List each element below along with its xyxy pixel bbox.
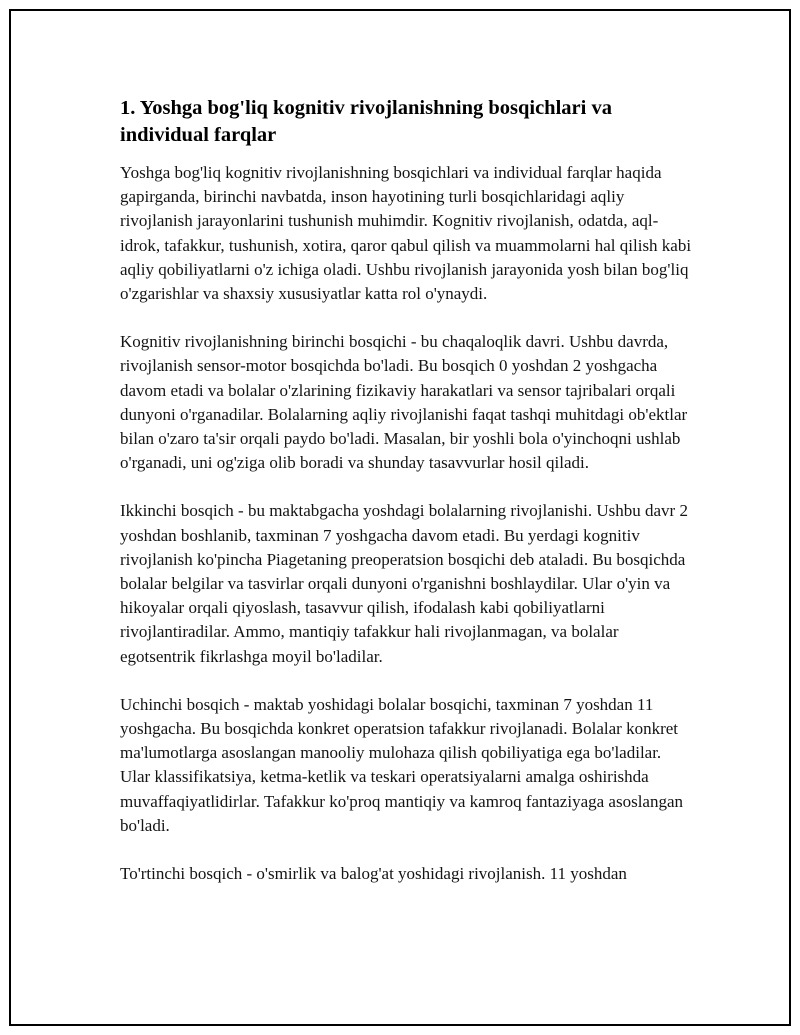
paragraph-stage-4: To'rtinchi bosqich - o'smirlik va balog'at yoshidagi rivojlanish. 11 yoshdan: [120, 864, 627, 884]
document-body: [120, 95, 695, 910]
paragraph-stage-2: Ikkinchi bosqich - bu maktabgacha yoshdagi bolalarning rivojlanishi. Ushbu davr 2 yoshdan boshlanib, taxminan 7 yoshgacha davom etadi. Bu yerdagi kognitiv rivojlanish ko'pincha Piagetaning preoperatsion bosqichi deb ataladi. Bu bosqichda bolalar belgilar va tasvirlar orqali dunyoni o'rganishni boshlaydilar. Ular o'yin va hikoyalar orqali qiyoslash, tasavvur qilish, ifodalash kabi qobiliyatlarni rivojlantiradilar. Ammo, mantiqiy tafakkur hali rivojlanmagan, va bolalar egotsentrik fikrlashga moyil bo'ladilar.: [120, 501, 688, 666]
paragraph-intro: Yoshga bog'liq kognitiv rivojlanishning bosqichlari va individual farqlar haqida gapirganda, birinchi navbatda, inson hayotining turli bosqichlaridagi aqliy rivojlanish jarayonlarini tushunish muhimdir. Kognitiv rivojlanish, odatda, aql-idrok, tafakkur, tushunish, xotira, qaror qabul qilish va muammolarni hal qilish kabi aqliy qobiliyatlarni o'z ichiga oladi. Ushbu rivojlanish jarayonida yosh bilan bog'liq o'zgarishlar va shaxsiy xususiyatlar katta rol o'ynaydi.: [120, 163, 692, 304]
paragraph-stage-3: Uchinchi bosqich - maktab yoshidagi bolalar bosqichi, taxminan 7 yoshdan 11 yoshgacha. Bu bosqichda konkret operatsion tafakkur rivojlanadi. Bolalar konkret ma'lumotlarga asoslangan manooliy mulohaza qilish qobiliyatiga ega bo'ladilar. Ular klassifikatsiya, ketma-ketlik va teskari operatsiyalarni amalga oshirishda muvaffaqiyatlidirlar. Tafakkur ko'proq mantiqiy va kamroq fantaziyaga asoslangan bo'ladi.: [120, 694, 684, 835]
document-page: [9, 9, 791, 1026]
section-heading: 1. Yoshga bog'liq kognitiv rivojlanishning bosqichlari va individual farqlar: [120, 97, 612, 146]
paragraph-stage-1: Kognitiv rivojlanishning birinchi bosqichi - bu chaqaloqlik davri. Ushbu davrda, rivojlanish sensor-motor bosqichda bo'ladi. Bu bosqich 0 yoshdan 2 yoshgacha davom etadi va bolalar o'zlarining fizikaviy harakatlari va sensor tajribalari orqali dunyoni o'rganadilar. Bolalarning aqliy rivojlanishi faqat tashqi muhitdagi ob'ektlar bilan o'zaro ta'sir orqali paydo bo'ladi. Masalan, bir yoshli bola o'yinchoqni ushlab o'rganadi, uni og'ziga olib boradi va shunday tasavvurlar hosil qiladi.: [120, 332, 688, 473]
